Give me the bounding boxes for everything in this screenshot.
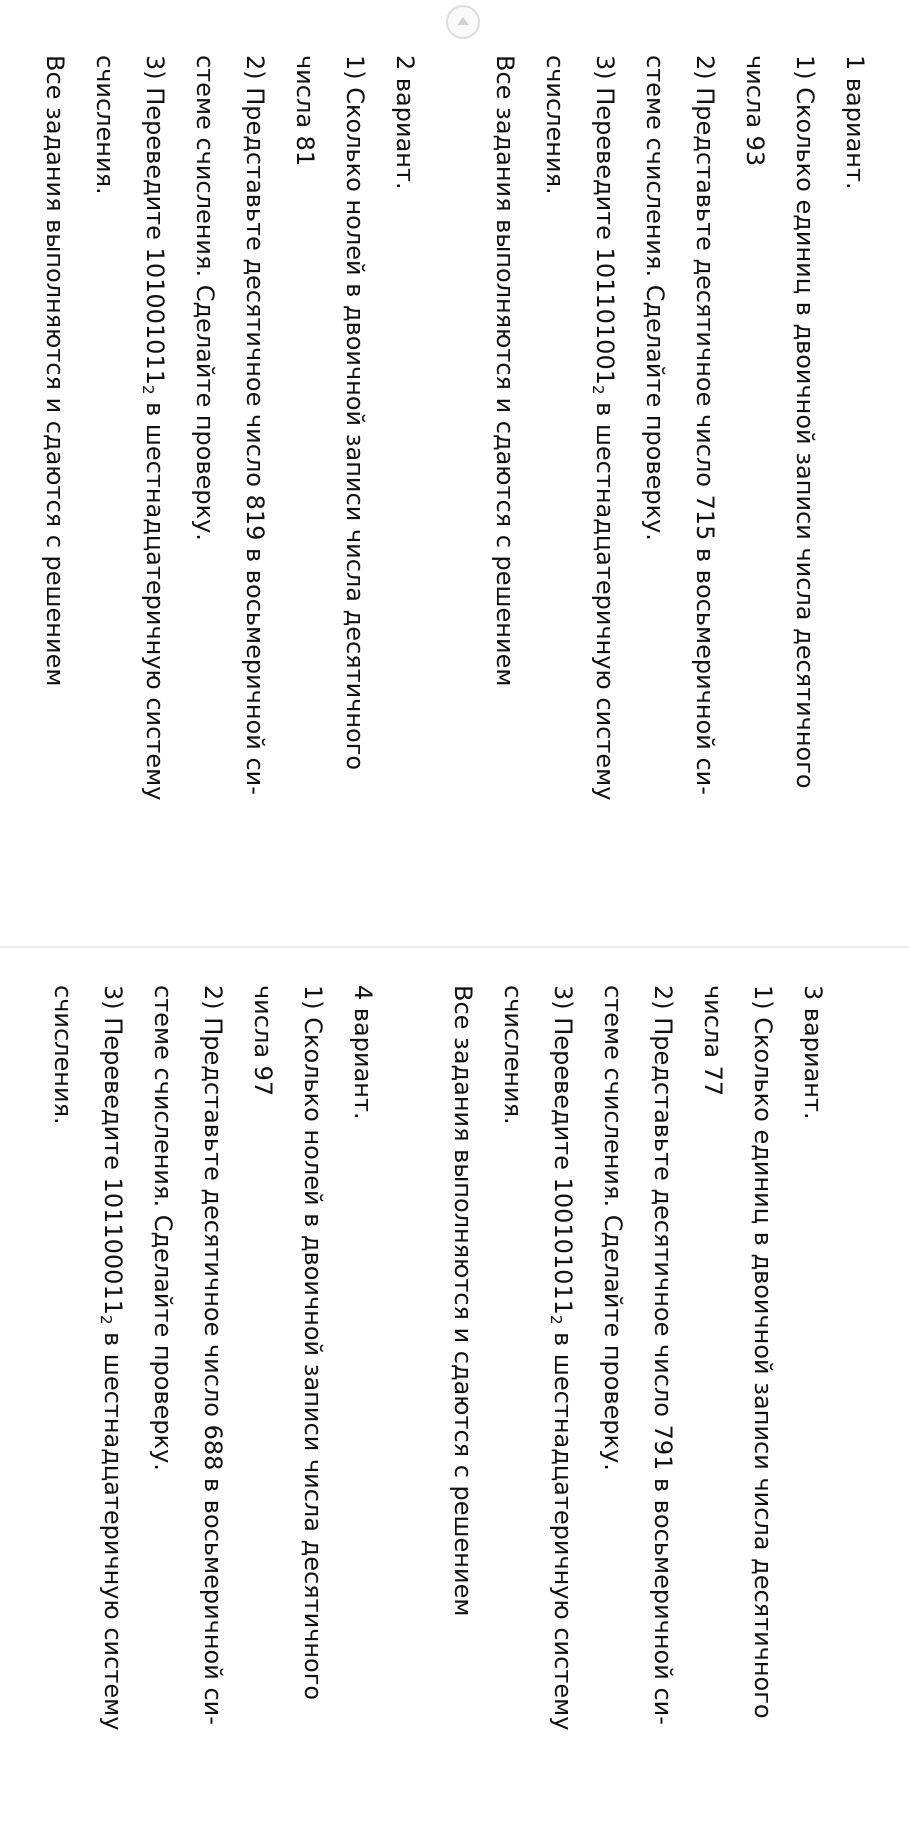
variant-2-q2-line1: 2) Представьте десятичное число 819 в восьмеричной си- (241, 55, 269, 795)
variant-3-title: 3 вариант. (799, 985, 827, 1120)
variant-1-title: 1 вариант. (841, 55, 869, 190)
variant-3-q3-text: 3) Переведите 1001010 (549, 985, 577, 1285)
variant-2-q3-text: 3) Переведите 1010010 (141, 55, 169, 355)
variant-2-title: 2 вариант. (391, 55, 419, 190)
variant-4-q3-text: 3) Переведите 1011000 (99, 985, 127, 1285)
variant-2-q3-base: 2 (139, 384, 157, 395)
variant-4-q1-line2: числа 97 (249, 985, 277, 1097)
variant-1-q3-text: 3) Переведите 10110100 (591, 55, 619, 370)
variant-1-q1-line2: числа 93 (741, 55, 769, 167)
variant-4-q3-tail: в шестнадцатеричную систему (99, 1324, 127, 1731)
scroll-up-button[interactable] (446, 5, 480, 39)
variant-3-q3-line2: счисления. (499, 985, 527, 1125)
variant-4-q2-line2: стеме счисления. Сделайте проверку. (149, 985, 177, 1471)
variant-2-note: Все задания выполняются и сдаются с решением (41, 55, 69, 687)
variant-1-q2-line1: 2) Представьте десятичное число 715 в восьмеричной си- (691, 55, 719, 795)
variant-4-title: 4 вариант. (349, 985, 377, 1120)
variant-1-q1-line1: 1) Сколько единиц в двоичной записи числа десятичного (791, 55, 819, 789)
variant-2-q3-line2: счисления. (91, 55, 119, 195)
variant-2-q1-line2: числа 81 (291, 55, 319, 167)
variant-1-q3-digits: 1 (591, 369, 619, 385)
variant-2-q3-digits: 11 (141, 354, 169, 385)
variant-4-q3-line1 (88, 985, 138, 1795)
variant-4-q3-digits: 11 (99, 1284, 127, 1315)
chevron-up-icon (457, 17, 469, 25)
variant-3-q3-digits: 11 (549, 1284, 577, 1315)
variant-3-q3-base: 2 (547, 1314, 565, 1325)
variant-3-q3-line1 (538, 985, 588, 1795)
variant-3-note: Все задания выполняются и сдаются с решением (449, 985, 477, 1617)
variant-4-q3-line2: счисления. (49, 985, 77, 1125)
variant-3-q1-line1: 1) Сколько единиц в двоичной записи числа десятичного (749, 985, 777, 1719)
variant-1-q3-tail: в шестнадцатеричную систему (591, 394, 619, 801)
variant-1-q3-line2: счисления. (541, 55, 569, 195)
page-bottom-text (38, 985, 838, 1795)
variant-3-q3-tail: в шестнадцатеричную систему (549, 1324, 577, 1731)
variant-2-q2-line2: стеме счисления. Сделайте проверку. (191, 55, 219, 541)
variant-3-q2-line2: стеме счисления. Сделайте проверку. (599, 985, 627, 1471)
variant-2-q1-line1: 1) Сколько нолей в двоичной записи числа десятичного (341, 55, 369, 771)
variant-2-q3-tail: в шестнадцатеричную систему (141, 394, 169, 801)
variant-3-q2-line1: 2) Представьте десятичное число 791 в восьмеричной си- (649, 985, 677, 1725)
variant-4-q1-line1: 1) Сколько нолей в двоичной записи числа десятичного (299, 985, 327, 1701)
variant-3-q1-line2: числа 77 (699, 985, 727, 1097)
variant-1-note: Все задания выполняются и сдаются с решением (491, 55, 519, 687)
variant-4-q3-base: 2 (97, 1314, 115, 1325)
spacer (388, 985, 438, 1795)
variant-1-q2-line2: стеме счисления. Сделайте проверку. (641, 55, 669, 541)
variant-4-q2-line1: 2) Представьте десятичное число 688 в восьмеричной си- (199, 985, 227, 1725)
variant-1-q3-base: 2 (589, 385, 607, 395)
